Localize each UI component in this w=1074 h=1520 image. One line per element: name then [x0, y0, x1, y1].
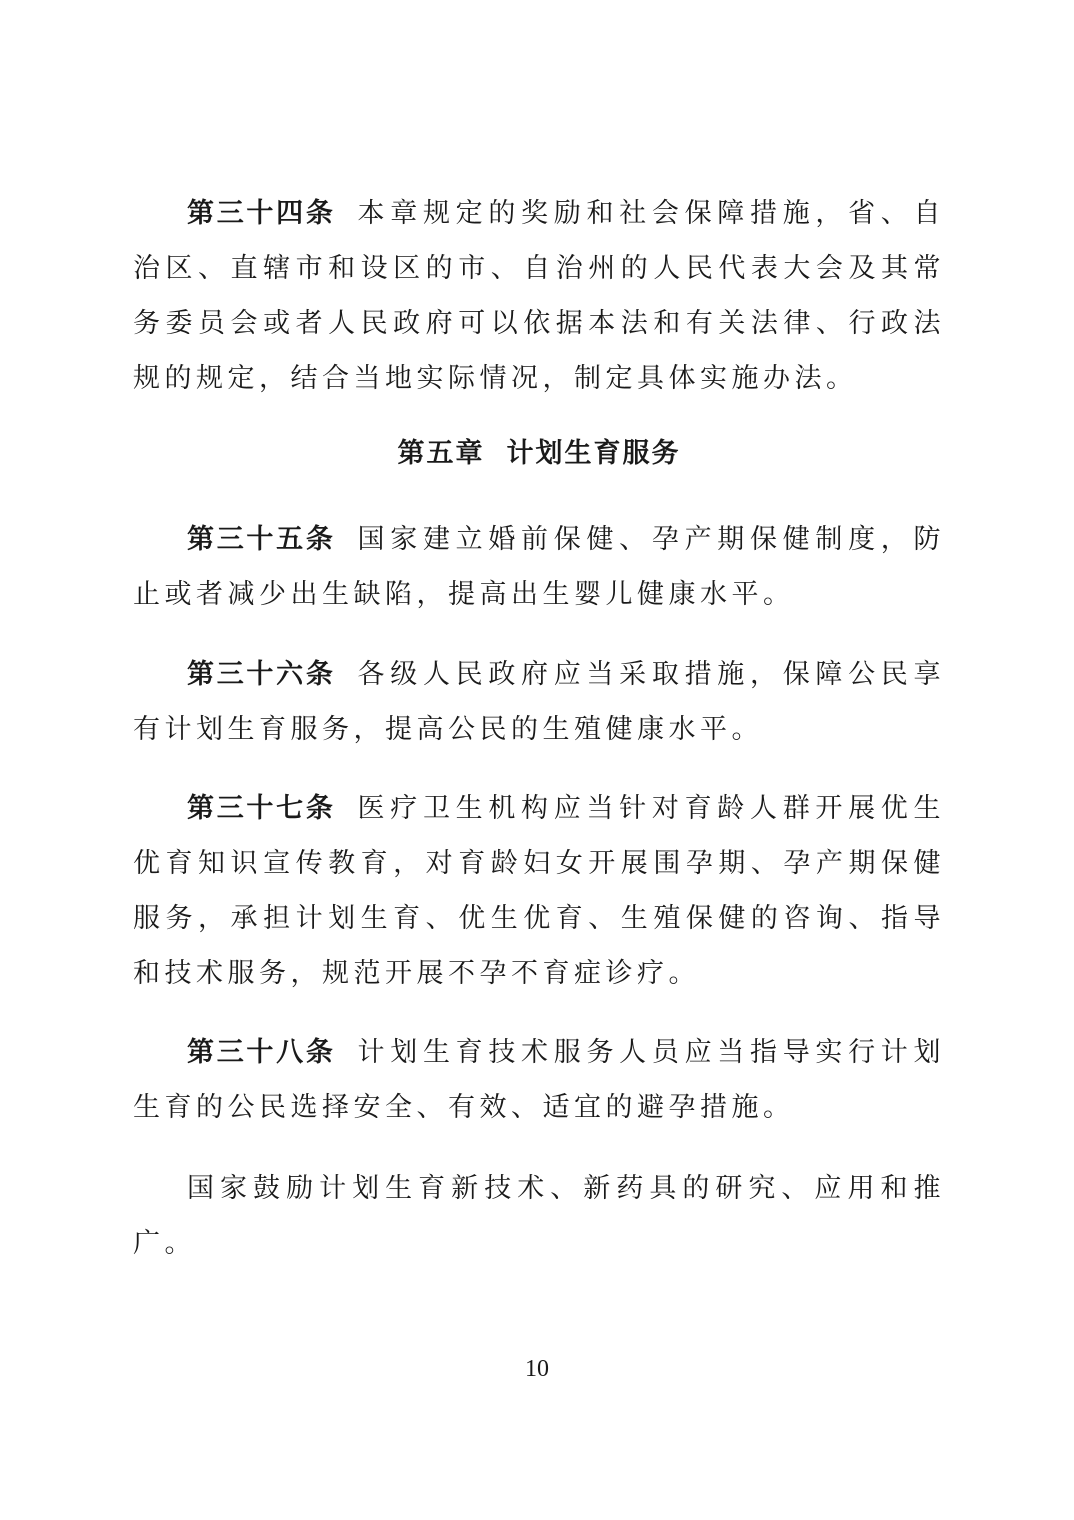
article-38-text: 计划生育技术服务人员应当指导实行计划生育的公民选择安全、有效、适宜的避孕措施。 — [133, 1037, 946, 1123]
article-34-text: 本章规定的奖励和社会保障措施，省、自治区、直辖市和设区的市、自治州的人民代表大会及其常务委员会或者人民政府可以依据本法和有关法律、行政法规的规定，结合当地实际情况，制定具体实施办法。 — [133, 198, 946, 394]
article-36-label: 第三十六条 — [187, 659, 336, 690]
article-38-label: 第三十八条 — [187, 1037, 336, 1068]
article-35 — [133, 512, 945, 622]
page-number: 10 — [525, 1356, 549, 1382]
article-38-paragraph-2 — [133, 1161, 945, 1271]
article-37-text: 医疗卫生机构应当针对育龄人群开展优生优育知识宣传教育，对育龄妇女开展围孕期、孕产期保健服务，承担计划生育、优生优育、生殖保健的咨询、指导和技术服务，规范开展不孕不育症诊疗。 — [133, 793, 946, 989]
article-38-text-2: 国家鼓励计划生育新技术、新药具的研究、应用和推广。 — [133, 1173, 945, 1259]
article-34 — [133, 186, 945, 406]
article-35-label: 第三十五条 — [187, 524, 336, 555]
article-37 — [133, 781, 945, 1001]
chapter-heading — [133, 434, 945, 474]
article-36-text: 各级人民政府应当采取措施，保障公民享有计划生育服务，提高公民的生殖健康水平。 — [133, 659, 946, 745]
chapter-number: 第五章 — [397, 438, 485, 469]
article-36 — [133, 647, 945, 757]
article-37-label: 第三十七条 — [187, 793, 336, 824]
chapter-title: 计划生育服务 — [506, 438, 681, 469]
article-34-label: 第三十四条 — [187, 198, 336, 229]
article-35-text: 国家建立婚前保健、孕产期保健制度，防止或者减少出生缺陷，提高出生婴儿健康水平。 — [133, 524, 946, 610]
article-38 — [133, 1025, 945, 1135]
